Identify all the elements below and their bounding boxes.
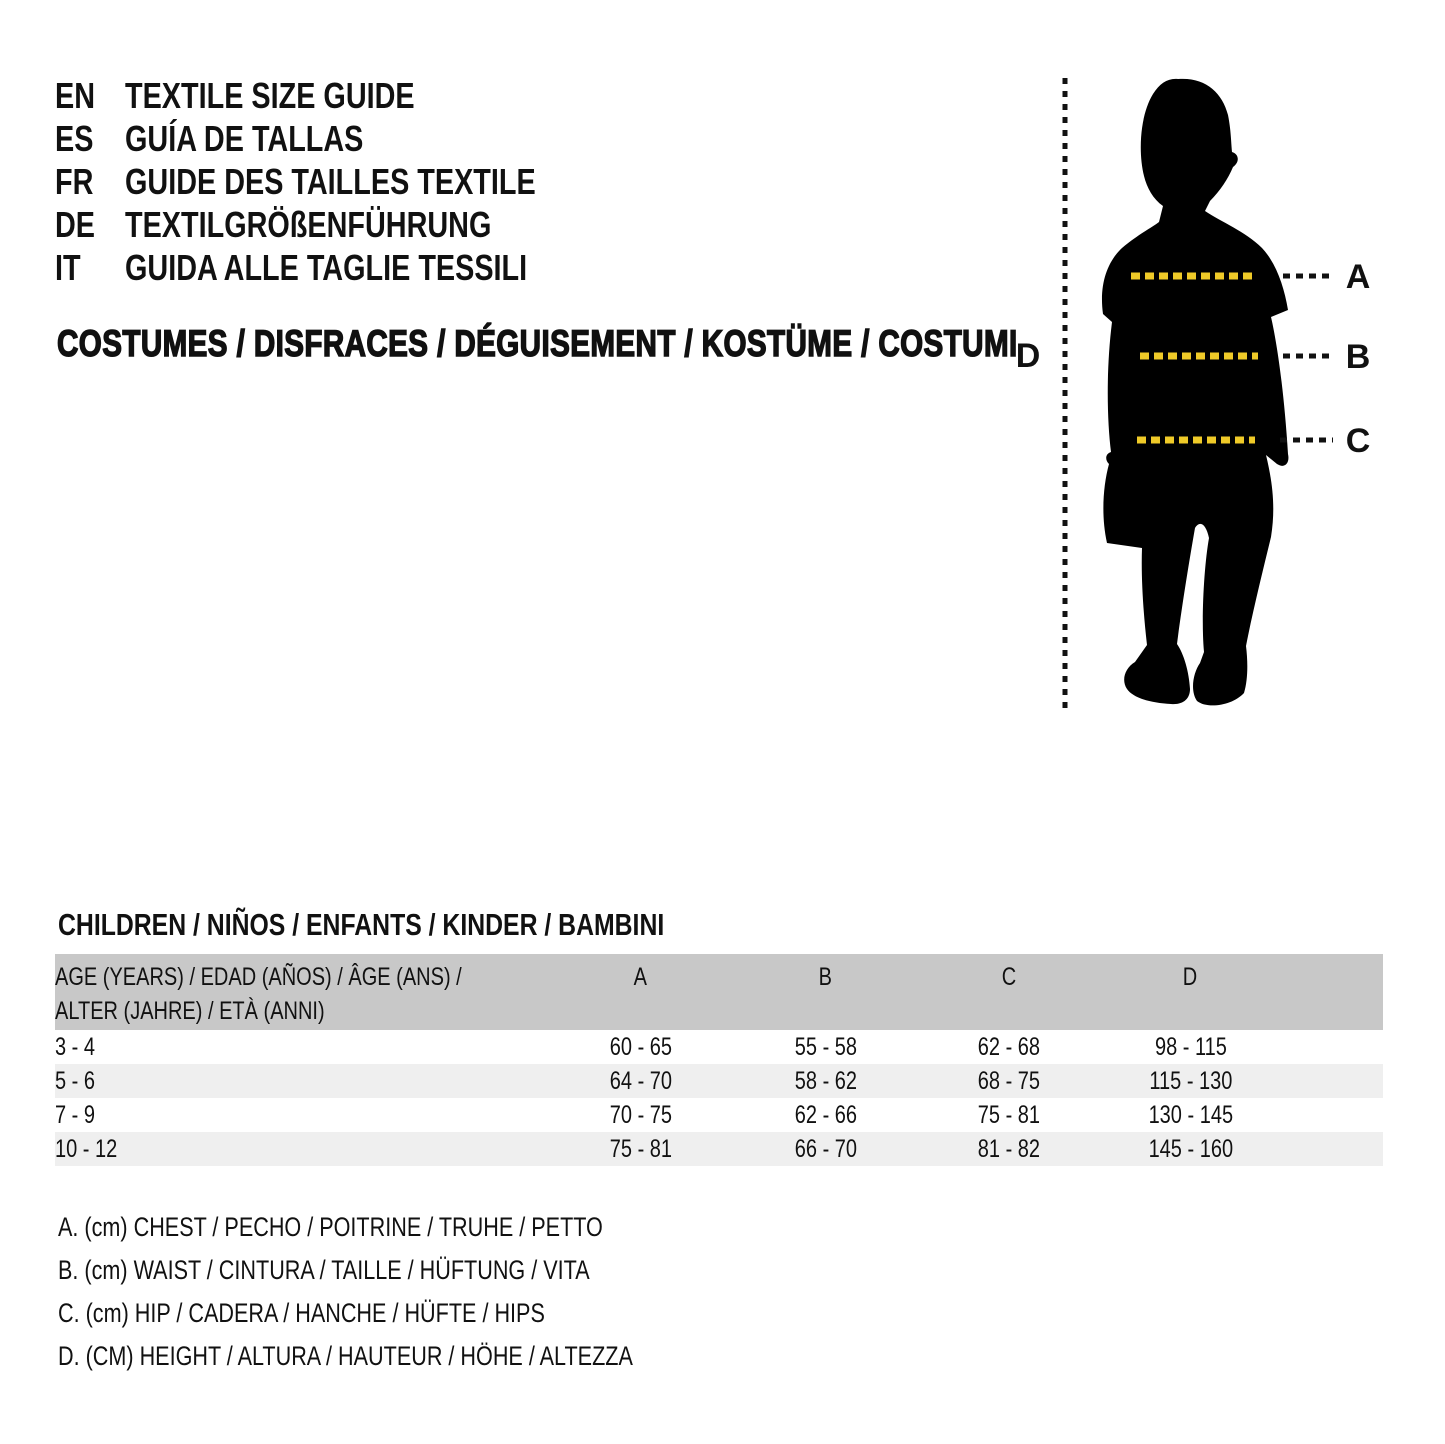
waist-value: 66 - 70 xyxy=(794,1134,857,1163)
language-code: FR xyxy=(55,161,94,202)
waist-value: 58 - 62 xyxy=(794,1066,857,1095)
chest-cell xyxy=(549,1030,732,1064)
language-title: TEXTILGRÖßENFÜHRUNG xyxy=(125,204,492,245)
age-value: 5 - 6 xyxy=(55,1066,96,1095)
age-value: 10 - 12 xyxy=(55,1134,118,1163)
age-value: 3 - 4 xyxy=(55,1032,96,1061)
height-label: D xyxy=(1015,337,1041,375)
chest-value: 75 - 81 xyxy=(609,1134,672,1163)
table-row-age-3-4 xyxy=(55,1030,1383,1064)
column-header-b-text: B xyxy=(818,963,833,991)
column-header-b xyxy=(732,954,919,1030)
measurement-figure xyxy=(1000,60,1445,730)
hip-value: 75 - 81 xyxy=(977,1100,1041,1129)
measurement-legend xyxy=(58,1206,777,1378)
height-value: 145 - 160 xyxy=(1148,1134,1233,1163)
legend-item-waist xyxy=(58,1249,777,1292)
table-row-age-7-9 xyxy=(55,1098,1383,1132)
legend-item-hip xyxy=(58,1292,777,1335)
hip-cell xyxy=(919,1132,1099,1166)
height-cell xyxy=(1099,1030,1282,1064)
language-row-fr xyxy=(55,160,638,203)
legend-item-hip-text: C. (cm) HIP / CADERA / HANCHE / HÜFTE / HIPS xyxy=(58,1298,545,1328)
spacer-cell xyxy=(1282,1030,1383,1064)
child-silhouette xyxy=(1102,79,1288,706)
legend-item-chest-text: A. (cm) CHEST / PECHO / POITRINE / TRUHE / PETTO xyxy=(58,1212,603,1242)
height-value: 98 - 115 xyxy=(1154,1032,1227,1061)
waist-cell xyxy=(732,1064,919,1098)
waist-value: 62 - 66 xyxy=(794,1100,857,1129)
language-row-en xyxy=(55,74,638,117)
age-column-header xyxy=(55,954,549,1030)
children-size-section xyxy=(55,905,1383,1166)
language-title: GUIDE DES TAILLES TEXTILE xyxy=(125,161,536,202)
column-header-d-text: D xyxy=(1183,963,1198,991)
language-code: ES xyxy=(55,118,94,159)
age-cell xyxy=(55,1132,549,1166)
table-row-age-5-6 xyxy=(55,1064,1383,1098)
waist-cell xyxy=(732,1132,919,1166)
language-row-de xyxy=(55,203,638,246)
hip-label: C xyxy=(1345,422,1371,460)
chest-cell xyxy=(549,1064,732,1098)
height-cell xyxy=(1099,1132,1282,1166)
column-header-a-text: A xyxy=(633,963,648,991)
waist-cell xyxy=(732,1098,919,1132)
legend-item-height-text: D. (CM) HEIGHT / ALTURA / HAUTEUR / HÖHE / ALTEZZA xyxy=(58,1341,633,1371)
age-cell xyxy=(55,1030,549,1064)
age-value: 7 - 9 xyxy=(55,1100,96,1129)
column-header-c xyxy=(919,954,1099,1030)
spacer-cell xyxy=(1282,1098,1383,1132)
chest-value: 64 - 70 xyxy=(609,1066,672,1095)
hip-cell xyxy=(919,1030,1099,1064)
language-title-list xyxy=(55,74,638,289)
table-section-title xyxy=(55,905,1383,954)
age-header-line2: ALTER (JAHRE) / ETÀ (ANNI) xyxy=(55,997,325,1025)
language-title: TEXTILE SIZE GUIDE xyxy=(125,75,415,116)
language-title: GUIDA ALLE TAGLIE TESSILI xyxy=(125,247,528,288)
waist-label: B xyxy=(1345,338,1371,376)
column-header-d xyxy=(1099,954,1282,1030)
language-title: GUÍA DE TALLAS xyxy=(125,118,364,159)
spacer-cell xyxy=(1282,1064,1383,1098)
size-table-header-row xyxy=(55,954,1383,1030)
legend-item-chest xyxy=(58,1206,777,1249)
legend-item-waist-text: B. (cm) WAIST / CINTURA / TAILLE / HÜFTUNG / VITA xyxy=(58,1255,590,1285)
height-cell xyxy=(1099,1064,1282,1098)
height-cell xyxy=(1099,1098,1282,1132)
legend-item-height xyxy=(58,1335,777,1378)
language-row-es xyxy=(55,117,638,160)
language-code: DE xyxy=(55,204,96,245)
language-row-it xyxy=(55,246,638,289)
category-line-text: COSTUMES / DISFRACES / DÉGUISEMENT / KOSTÜME / COSTUMI xyxy=(57,323,1018,364)
hip-value: 62 - 68 xyxy=(977,1032,1041,1061)
chest-cell xyxy=(549,1098,732,1132)
hip-cell xyxy=(919,1098,1099,1132)
age-header-line1: AGE (YEARS) / EDAD (AÑOS) / ÂGE (ANS) / xyxy=(55,963,462,991)
waist-value: 55 - 58 xyxy=(794,1032,857,1061)
hip-cell xyxy=(919,1064,1099,1098)
height-value: 115 - 130 xyxy=(1148,1066,1233,1095)
size-table xyxy=(55,954,1383,1166)
table-section-title-text: CHILDREN / NIÑOS / ENFANTS / KINDER / BAMBINI xyxy=(58,907,665,942)
hip-value: 68 - 75 xyxy=(977,1066,1041,1095)
language-code: IT xyxy=(55,247,81,288)
waist-cell xyxy=(732,1030,919,1064)
height-value: 130 - 145 xyxy=(1148,1100,1233,1129)
table-row-age-10-12 xyxy=(55,1132,1383,1166)
spacer-cell xyxy=(1282,1132,1383,1166)
language-code: EN xyxy=(55,75,96,116)
column-header-c-text: C xyxy=(1001,963,1017,991)
column-header-a xyxy=(549,954,732,1030)
chest-cell xyxy=(549,1132,732,1166)
chest-value: 60 - 65 xyxy=(609,1032,672,1061)
hip-value: 81 - 82 xyxy=(977,1134,1041,1163)
age-cell xyxy=(55,1098,549,1132)
chest-value: 70 - 75 xyxy=(609,1100,672,1129)
header-spacer-cell xyxy=(1282,954,1383,1030)
age-cell xyxy=(55,1064,549,1098)
chest-label: A xyxy=(1345,258,1371,296)
